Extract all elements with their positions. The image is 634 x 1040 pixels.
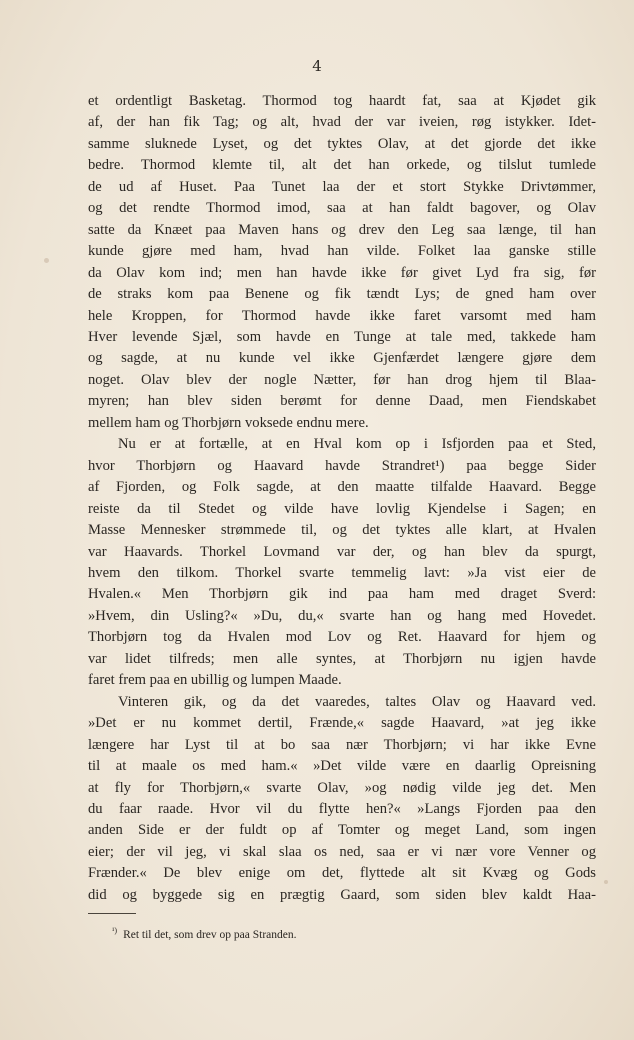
- text-line: eier; der vil jeg, vi skal slaa os ned, saa er vi nær vore Venner og: [88, 843, 596, 860]
- text-line: Thorbjørn tog da Hvalen mod Lov og Ret. Haavard for hjem og: [88, 629, 596, 646]
- text-line: at fly for Thorbjørn,« svarte Olav, »og nødig vilde jeg det. Men: [88, 779, 596, 796]
- text-line: Frænder.« De blev enige om det, flyttede alt sit Kvæg og Gods: [88, 865, 596, 882]
- text-line: af Fjorden, og Folk sagde, at den maatte tilfalde Haavard. Begge: [88, 479, 596, 496]
- footnote: [112, 926, 296, 941]
- text-line: du faar raade. Hvor vil du flytte hen?« »Langs Fjorden paa den: [88, 800, 596, 817]
- text-line: og det rendte Thormod imod, saa at han faldt bagover, og Olav: [88, 200, 596, 217]
- text-line: Hvalen.« Men Thorbjørn gik ind paa ham med draget Sverd:: [88, 586, 596, 603]
- text-line: hvem den tilkom. Thorkel svarte temmelig lavt: »Ja vist eier de: [88, 564, 596, 581]
- text-line: »Hvem, din Usling?« »Du, du,« svarte han og hang med Hovedet.: [88, 607, 596, 624]
- text-line: de straks kom paa Benene og fik tændt Lys; de gned ham over: [88, 286, 596, 303]
- text-line: Masse Mennesker strømmede til, og det tyktes alle klart, at Hvalen: [88, 522, 596, 539]
- text-line: noget. Olav blev der nogle Nætter, før han drog hjem til Blaa-: [88, 371, 596, 388]
- text-line: anden Side er der fuldt op af Tomter og meget Land, som ingen: [88, 822, 596, 839]
- paper-stain: [44, 258, 49, 263]
- text-line: samme sluknede Lyset, og det tyktes Olav, at det gjorde det ikke: [88, 135, 596, 152]
- text-line: til at maale os med ham.« »Det vilde være en daarlig Opreisning: [88, 758, 596, 775]
- text-line: Vinteren gik, og da det vaaredes, taltes Olav og Haavard ved.: [118, 693, 596, 710]
- text-line: og sagde, at nu kunde vel ikke Gjenfærdet længere gjøre dem: [88, 350, 596, 367]
- text-line: Hver levende Sjæl, som havde en Tunge at tale med, takkede ham: [88, 328, 596, 345]
- body-text: [88, 91, 596, 906]
- paper-stain: [604, 880, 608, 884]
- text-line: var Haavards. Thorkel Lovmand var der, og han blev da spurgt,: [88, 543, 596, 560]
- page-number: 4: [312, 57, 322, 75]
- footnote-text: Ret til det, som drev op paa Stranden.: [123, 928, 297, 941]
- footnote-mark: ¹): [112, 926, 118, 935]
- text-line: kunde gjøre med ham, hvad han vilde. Folket laa ganske stille: [88, 243, 596, 260]
- text-line: var lidet tilfreds; men alle syntes, at Thorbjørn nu igjen havde: [88, 650, 596, 667]
- text-line: reiste da til Stedet og vilde have lovlig Kjendelse i Sagen; en: [88, 500, 596, 517]
- text-line: et ordentligt Basketag. Thormod tog haardt fat, saa at Kjødet gik: [88, 93, 596, 109]
- text-line: myren; han blev siden berømt for denne Daad, men Fiendskabet: [88, 393, 596, 410]
- text-line: de ud af Huset. Paa Tunet laa der et stort Stykke Drivtømmer,: [88, 178, 596, 195]
- text-line: »Det er nu kommet dertil, Frænde,« sagde Haavard, »at jeg ikke: [88, 715, 596, 732]
- text-line: bedre. Thormod klemte til, alt det han orkede, og tilslut tumlede: [88, 157, 596, 174]
- text-line: hvor Thorbjørn og Haavard havde Strandret¹) paa begge Sider: [88, 457, 596, 474]
- text-line: satte da Knæet paa Maven hans og drev den Leg saa længe, til han: [88, 221, 596, 238]
- footnote-rule: [88, 913, 136, 914]
- text-line: Nu er at fortælle, at en Hval kom op i Isfjorden paa et Sted,: [118, 436, 596, 453]
- text-line: faret frem paa en ubillig og lumpen Maade.: [88, 672, 342, 689]
- text-line: da Olav kom ind; men han havde ikke før givet Lyd fra sig, før: [88, 264, 596, 281]
- text-line: af, der han fik Tag; og alt, hvad der var iveien, røg istykker. Idet-: [88, 114, 596, 131]
- text-line: hele Kroppen, for Thormod havde ikke faret varsomt med ham: [88, 307, 596, 324]
- text-line: længere har Lyst til at bo saa nær Thorbjørn; vi har ikke Evne: [88, 736, 596, 753]
- text-line: mellem ham og Thorbjørn voksede endnu mere.: [88, 414, 369, 431]
- text-line: did og byggede sig en prægtig Gaard, som siden blev kaldt Haa-: [88, 886, 596, 903]
